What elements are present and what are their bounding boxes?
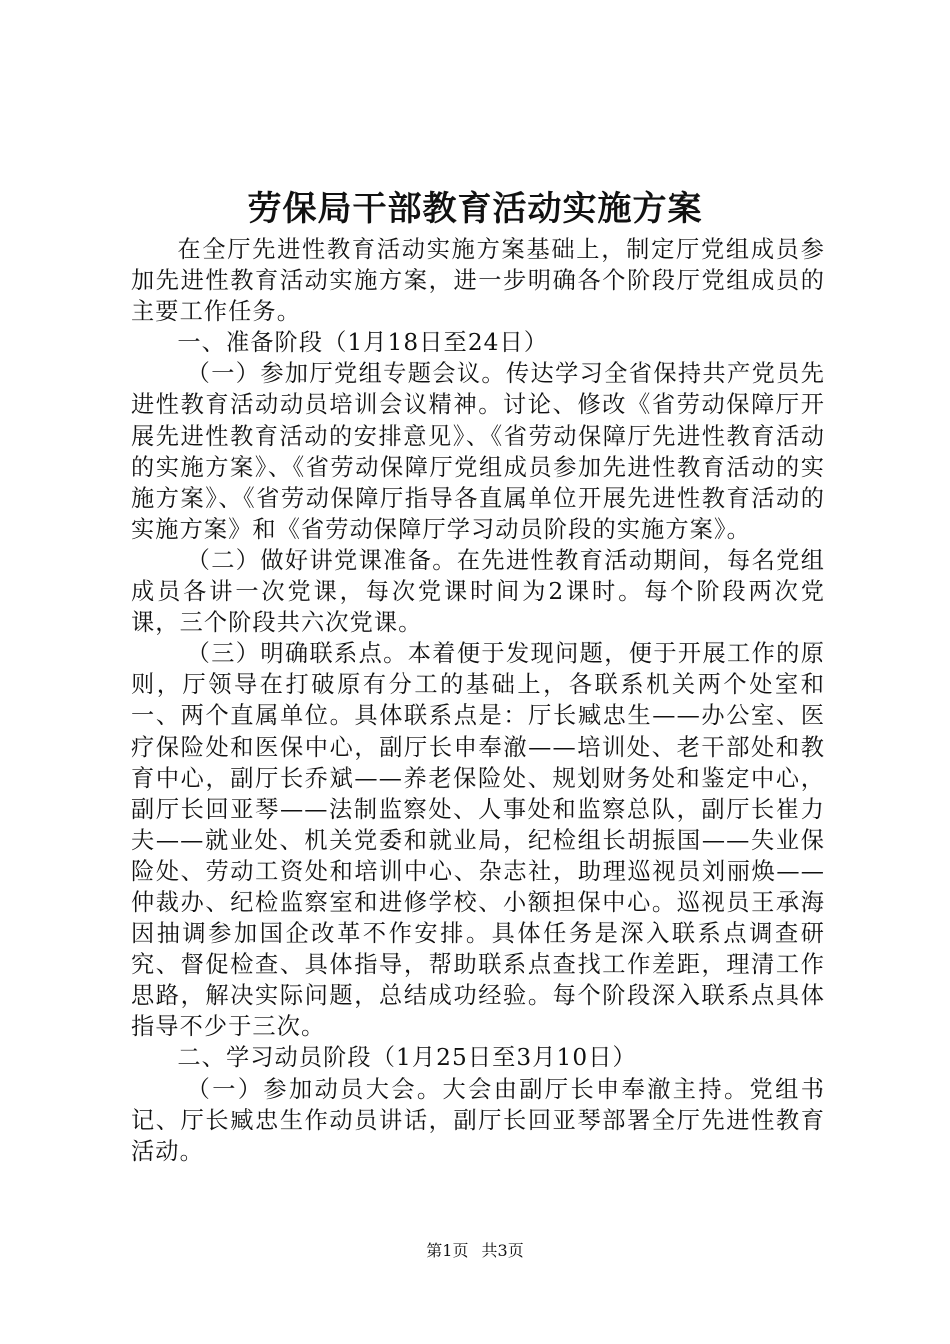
page-number: 第1页 (426, 1241, 469, 1260)
document-body (131, 234, 825, 1167)
section-heading-preparation: 一、准备阶段（1月18日至24日） (177, 329, 549, 357)
page-total: 共3页 (481, 1241, 524, 1260)
intro-paragraph: 在全厅先进性教育活动实施方案基础上，制定厅党组成员参加先进性教育活动实施方案，进一步明确各个阶段厅党组成员的主要工作任务。 (131, 236, 825, 326)
document-title: 劳保局干部教育活动实施方案 (247, 189, 703, 229)
section-heading-study-mobilization: 二、学习动员阶段（1月25日至3月10日） (177, 1044, 637, 1072)
paragraph-party-meeting: （一）参加厅党组专题会议。传达学习全省保持共产党员先进性教育活动动员培训会议精神。讨论、修改《省劳动保障厅开展先进性教育活动的安排意见》、《省劳动保障厅先进性教育活动的实施方案》、《省劳动保障厅党组成员参加先进性教育活动的实施方案》、《省劳动保障厅指导各直属单位开展先进性教育活动的实施方案》和《省劳动保障厅学习动员阶段的实施方案》。 (131, 360, 825, 543)
paragraph-contact-points: （三）明确联系点。本着便于发现问题，便于开展工作的原则，厅领导在打破原有分工的基础上，各联系机关两个处室和一、两个直属单位。具体联系点是：厅长臧忠生——办公室、医疗保险处和医保中心，副厅长申奉澈——培训处、老干部处和教育中心，副厅长乔斌——养老保险处、规划财务处和鉴定中心，副厅长回亚琴——法制监察处、人事处和监察总队，副厅长崔力夫——就业处、机关党委和就业局，纪检组长胡振国——失业保险处、劳动工资处和培训中心、杂志社，助理巡视员刘丽焕——仲裁办、纪检监察室和进修学校、小额担保中心。巡视员王承海因抽调参加国企改革不作安排。具体任务是深入联系点调查研究、督促检查、具体指导，帮助联系点查找工作差距，理清工作思路，解决实际问题，总结成功经验。每个阶段深入联系点具体指导不少于三次。 (131, 640, 825, 1041)
page-footer (0, 1240, 950, 1262)
paragraph-party-lecture: （二）做好讲党课准备。在先进性教育活动期间，每名党组成员各讲一次党课，每次党课时间为2课时。每个阶段两次党课，三个阶段共六次党课。 (131, 546, 825, 637)
paragraph-mobilization-meeting: （一）参加动员大会。大会由副厅长申奉澈主持。党组书记、厅长臧忠生作动员讲话，副厅长回亚琴部署全厅先进性教育活动。 (131, 1075, 825, 1165)
